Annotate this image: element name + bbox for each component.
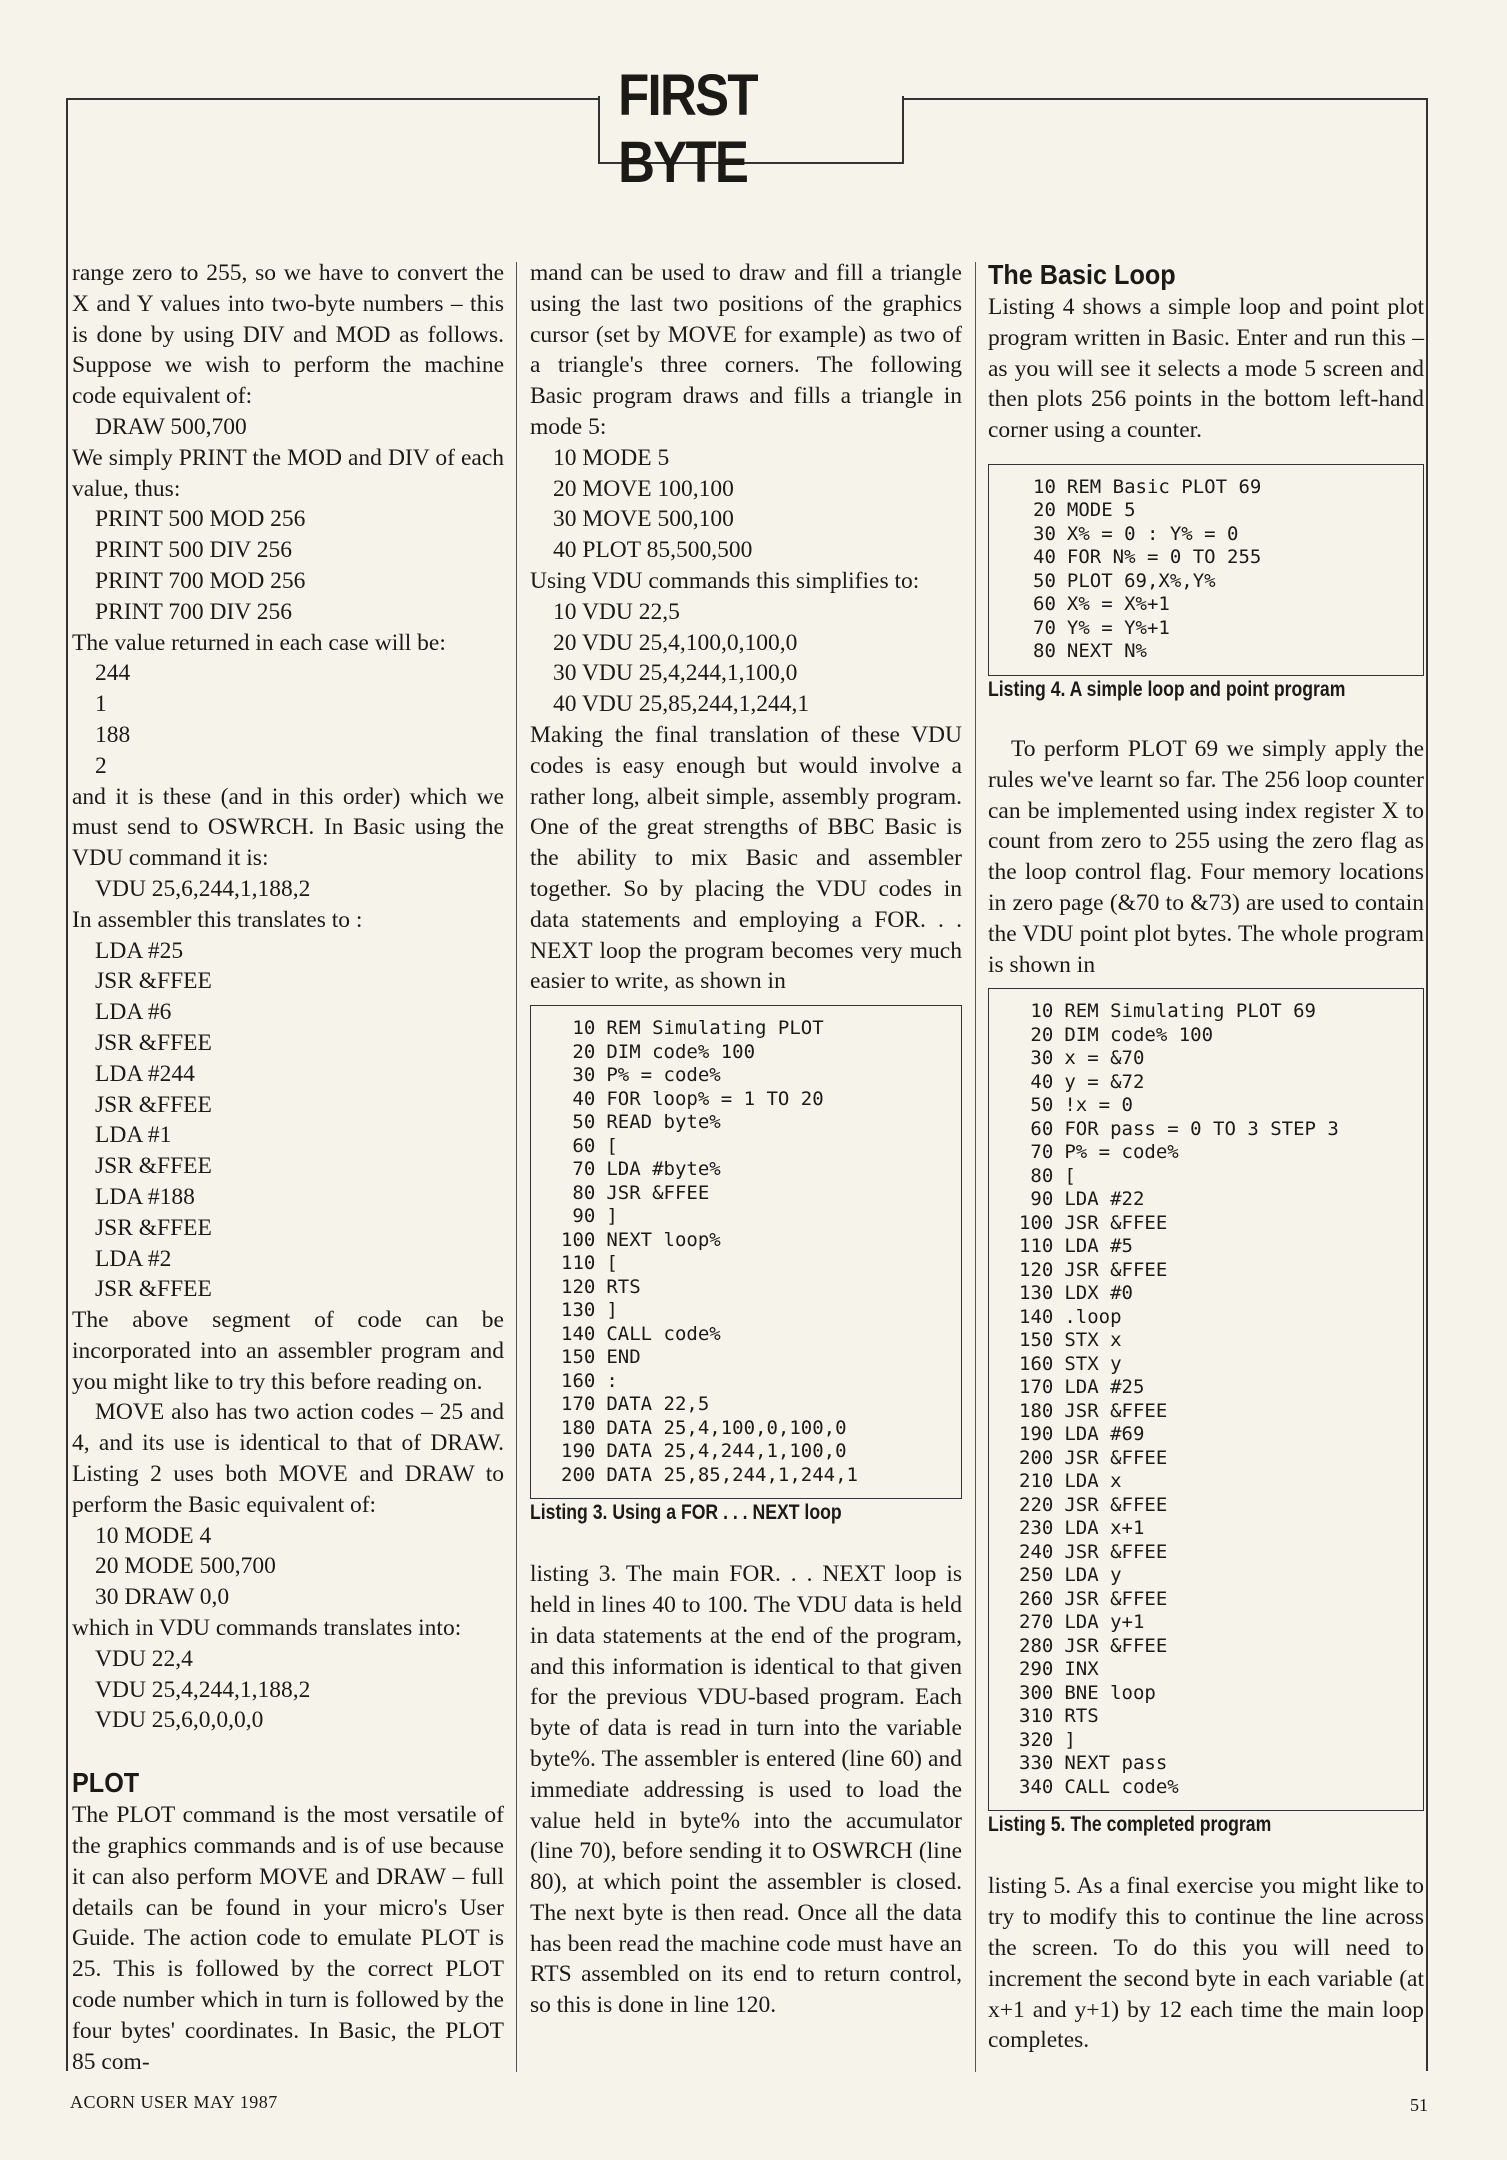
- line-number: 30: [1033, 522, 1056, 545]
- line-number: 140: [1019, 1305, 1054, 1328]
- line-number: 130: [1019, 1282, 1054, 1305]
- line-number: 80: [1030, 1164, 1054, 1187]
- line-code: JSR &FFEE: [1064, 1540, 1168, 1563]
- code-line: 30 VDU 25,4,244,1,100,0: [553, 660, 798, 687]
- listing-line: [1019, 1353, 1423, 1377]
- listing-line: [1019, 1306, 1423, 1330]
- line-number: 140: [561, 1322, 596, 1345]
- code-block: [72, 1521, 504, 1613]
- listing-line: [561, 1370, 961, 1394]
- line-number: 230: [1019, 1517, 1054, 1540]
- line-code: CALL code%: [606, 1322, 721, 1345]
- code-line: LDA #1: [95, 1122, 172, 1149]
- listing-line: [561, 1276, 961, 1300]
- line-code: JSR &FFEE: [606, 1181, 710, 1204]
- line-code: JSR &FFEE: [1064, 1211, 1168, 1234]
- code-line: LDA #2: [95, 1245, 172, 1272]
- line-number: 290: [1019, 1658, 1054, 1681]
- line-number: 70: [1030, 1141, 1054, 1164]
- line-number: 240: [1019, 1540, 1054, 1563]
- code-line: PRINT 500 DIV 256: [95, 537, 292, 564]
- code-line: LDA #6: [95, 999, 172, 1026]
- code-line: 40 VDU 25,85,244,1,244,1: [553, 691, 810, 718]
- listing-line: [561, 1464, 961, 1488]
- line-code: LDA x: [1064, 1470, 1122, 1493]
- listing-line: [1019, 1705, 1423, 1729]
- line-number: 210: [1019, 1470, 1054, 1493]
- column-1: [72, 258, 504, 2077]
- listing-line: [1019, 1729, 1423, 1753]
- line-code: JSR &FFEE: [1064, 1399, 1168, 1422]
- line-code: LDA #69: [1064, 1423, 1145, 1446]
- spacer: [988, 1839, 1424, 1871]
- listing-line: [561, 1064, 961, 1088]
- listing-line: [1019, 1635, 1423, 1659]
- line-code: :: [606, 1369, 618, 1392]
- line-number: 50: [1033, 569, 1056, 592]
- line-number: 40: [1030, 1070, 1054, 1093]
- line-code: LDA y+1: [1064, 1611, 1145, 1634]
- line-number: 160: [561, 1369, 596, 1392]
- line-number: 190: [561, 1440, 596, 1463]
- line-number: 40: [572, 1087, 596, 1110]
- paragraph: listing 3. The main FOR. . . NEXT loop is held in lines 40 to 100. The VDU data is held in data statements at the end of the program, and this information is identical to that given for the previous VDU-based program. Each byte of data is read in turn into the variable byte%. The assembler is entered (line 60) and immediate addressing is used to load the value held in byte% into the accumulator (line 70), before sending it to OSWRCH (line 80), at which point the assembler is closed. The next byte is then read. Once all the data has been read the machine code must have an RTS assembled on its end to return control, so this is done in line 120.: [530, 1561, 962, 2019]
- section-title: FIRST BYTE: [618, 63, 757, 195]
- code-line: 40 PLOT 85,500,500: [553, 537, 753, 564]
- line-number: 80: [572, 1181, 596, 1204]
- line-code: FOR pass = 0 TO 3 STEP 3: [1064, 1117, 1339, 1140]
- code-line: JSR &FFEE: [95, 1153, 212, 1180]
- line-number: 340: [1019, 1775, 1054, 1798]
- paragraph: The PLOT command is the most versatile of the graphics commands and is of use because it can also perform MOVE and DRAW – full details can be found in your micro's User Guide. The action code to emulate PLOT is 25. This is followed by the correct PLOT code number which in turn is followed by the four bytes' coordinates. In Basic, the PLOT 85 com-: [72, 1802, 504, 2075]
- line-code: INX: [1064, 1658, 1099, 1681]
- listing-line: [1019, 1000, 1423, 1024]
- line-number: 60: [1030, 1117, 1054, 1140]
- line-number: 30: [1030, 1047, 1054, 1070]
- listing-line: [1019, 1188, 1423, 1212]
- column-3: [988, 258, 1424, 2056]
- line-code: DIM code% 100: [1064, 1023, 1214, 1046]
- paragraph: MOVE also has two action codes – 25 and 4, and its use is identical to that of DRAW. Listing 2 uses both MOVE and DRAW to perform the Basic equivalent of:: [72, 1399, 504, 1518]
- listing-line: [1019, 1588, 1423, 1612]
- listing-line: [1019, 1447, 1423, 1471]
- line-number: 40: [1033, 546, 1056, 569]
- code-line: JSR &FFEE: [95, 1276, 212, 1303]
- listing-line: [561, 1017, 961, 1041]
- listing-line: [1033, 476, 1423, 500]
- listing-line: [561, 1041, 961, 1065]
- listing-line: [561, 1252, 961, 1276]
- listing-line: [1019, 1494, 1423, 1518]
- listing-line: [561, 1299, 961, 1323]
- code-line: 244: [95, 660, 131, 687]
- paragraph: listing 5. As a final exercise you might like to try to modify this to continue the line across the screen. To do this you will need to increment the second byte in each variable (at x+1 and y+1) by 12 each time the main loop completes.: [988, 1873, 1424, 2054]
- line-code: LDA x+1: [1064, 1517, 1145, 1540]
- line-number: 120: [1019, 1258, 1054, 1281]
- listing-line: [561, 1088, 961, 1112]
- line-code: JSR &FFEE: [1064, 1258, 1168, 1281]
- listing-line: [561, 1135, 961, 1159]
- line-number: 320: [1019, 1728, 1054, 1751]
- line-code: Y% = Y%+1: [1066, 616, 1170, 639]
- listing-line: [1033, 617, 1423, 641]
- paragraph: mand can be used to draw and fill a triangle using the last two positions of the graphics cursor (set by MOVE for example) as two of a triangle's three corners. The following Basic program draws and fills a triangle in mode 5:: [530, 260, 962, 440]
- code-line: 188: [95, 721, 131, 748]
- line-code: END: [606, 1346, 641, 1369]
- code-line: 1: [95, 691, 107, 718]
- code-block: [72, 874, 504, 905]
- listing-line: [1019, 1212, 1423, 1236]
- listing-line: [1019, 1752, 1423, 1776]
- line-code: BNE loop: [1064, 1681, 1156, 1704]
- code-line: 10 MODE 4: [95, 1522, 212, 1549]
- code-line: VDU 22,4: [95, 1645, 193, 1672]
- line-code: JSR &FFEE: [1064, 1493, 1168, 1516]
- line-code: x = &70: [1064, 1047, 1145, 1070]
- code-line: 20 MODE 500,700: [95, 1553, 276, 1580]
- code-line: JSR &FFEE: [95, 1029, 212, 1056]
- spacer: [72, 1736, 504, 1766]
- line-code: LDA #22: [1064, 1188, 1145, 1211]
- line-code: LDA #25: [1064, 1376, 1145, 1399]
- line-number: 20: [1030, 1023, 1054, 1046]
- column-rule-2: [975, 262, 976, 2072]
- code-line: 20 VDU 25,4,100,0,100,0: [553, 629, 798, 656]
- paragraph: Using VDU commands this simplifies to:: [530, 567, 920, 594]
- line-number: 50: [572, 1111, 596, 1134]
- listing-line: [561, 1393, 961, 1417]
- line-number: 270: [1019, 1611, 1054, 1634]
- line-code: DATA 25,4,244,1,100,0: [606, 1440, 847, 1463]
- line-number: 260: [1019, 1587, 1054, 1610]
- listing-line: [1019, 1235, 1423, 1259]
- code-line: 10 MODE 5: [553, 444, 670, 471]
- line-code: X% = X%+1: [1066, 593, 1170, 616]
- listing-line: [1019, 1329, 1423, 1353]
- line-code: ]: [606, 1299, 618, 1322]
- paragraph: which in VDU commands translates into:: [72, 1615, 462, 1642]
- line-number: 20: [1033, 499, 1056, 522]
- line-number: 70: [572, 1158, 596, 1181]
- line-number: 60: [1033, 593, 1056, 616]
- code-line: VDU 25,6,0,0,0,0: [95, 1707, 264, 1734]
- listing-line: [1019, 1047, 1423, 1071]
- listing-line: [1019, 1024, 1423, 1048]
- line-code: FOR N% = 0 TO 255: [1066, 546, 1262, 569]
- line-number: 300: [1019, 1681, 1054, 1704]
- listing-line: [1019, 1776, 1423, 1800]
- section-heading: The Basic Loop: [988, 259, 1176, 290]
- footer-publication: ACORN USER MAY 1987: [70, 2092, 278, 2112]
- listing-line: [1019, 1141, 1423, 1165]
- listing-line: [1019, 1517, 1423, 1541]
- code-line: DRAW 500,700: [95, 413, 247, 440]
- code-block: [530, 597, 962, 720]
- listing-line: [1019, 1541, 1423, 1565]
- listing-line: [1033, 499, 1423, 523]
- code-line: JSR &FFEE: [95, 1214, 212, 1241]
- listing-line: [1019, 1400, 1423, 1424]
- listing-line: [1019, 1564, 1423, 1588]
- line-code: REM Basic PLOT 69: [1066, 475, 1262, 498]
- line-number: 250: [1019, 1564, 1054, 1587]
- line-code: ]: [606, 1205, 618, 1228]
- listing-line: [1019, 1376, 1423, 1400]
- page-number: 51: [1410, 2095, 1428, 2115]
- listing-caption: Listing 3. Using a FOR . . . NEXT loop: [530, 1501, 842, 1525]
- line-number: 10: [1030, 1000, 1054, 1023]
- line-code: .loop: [1064, 1305, 1122, 1328]
- listing-line: [561, 1346, 961, 1370]
- line-code: LDA #byte%: [606, 1158, 721, 1181]
- line-code: LDX #0: [1064, 1282, 1133, 1305]
- line-code: DIM code% 100: [606, 1040, 756, 1063]
- line-number: 310: [1019, 1705, 1054, 1728]
- line-number: 30: [572, 1064, 596, 1087]
- listing-line: [1019, 1611, 1423, 1635]
- line-code: NEXT pass: [1064, 1752, 1168, 1775]
- line-code: ]: [1064, 1728, 1076, 1751]
- paragraph: In assembler this translates to :: [72, 906, 363, 933]
- code-line: VDU 25,4,244,1,188,2: [95, 1676, 311, 1703]
- listing-line: [1019, 1118, 1423, 1142]
- code-line: 2: [95, 752, 107, 779]
- paragraph: Listing 4 shows a simple loop and point plot program written in Basic. Enter and run this – as you will see it selects a mode 5 screen and then plots 256 points in the bottom left-hand corner using a counter.: [988, 294, 1424, 444]
- section-banner: [598, 63, 904, 195]
- line-code: NEXT loop%: [606, 1228, 721, 1251]
- line-code: FOR loop% = 1 TO 20: [606, 1087, 824, 1110]
- line-code: DATA 25,4,100,0,100,0: [606, 1416, 847, 1439]
- listing-caption: Listing 4. A simple loop and point program: [988, 677, 1346, 701]
- line-number: 200: [1019, 1446, 1054, 1469]
- code-line: LDA #244: [95, 1060, 195, 1087]
- line-number: 80: [1033, 640, 1056, 663]
- spacer: [530, 1527, 962, 1559]
- code-block: [72, 504, 504, 627]
- code-block: [72, 412, 504, 443]
- code-line: 30 DRAW 0,0: [95, 1584, 230, 1611]
- code-line: LDA #188: [95, 1183, 195, 1210]
- line-number: 190: [1019, 1423, 1054, 1446]
- code-line: PRINT 500 MOD 256: [95, 506, 306, 533]
- line-number: 10: [1033, 475, 1056, 498]
- line-number: 120: [561, 1275, 596, 1298]
- line-code: RTS: [606, 1275, 641, 1298]
- listing-line: [1019, 1071, 1423, 1095]
- code-line: PRINT 700 DIV 256: [95, 598, 292, 625]
- frame-right-rule: [1426, 98, 1428, 2071]
- line-number: 200: [561, 1463, 596, 1486]
- listing-caption: Listing 5. The completed program: [988, 1813, 1272, 1837]
- column-2: [530, 258, 962, 2021]
- line-code: P% = code%: [606, 1064, 721, 1087]
- line-code: LDA #5: [1064, 1235, 1133, 1258]
- listing-line: [561, 1205, 961, 1229]
- line-code: X% = 0 : Y% = 0: [1066, 522, 1239, 545]
- line-number: 220: [1019, 1493, 1054, 1516]
- line-number: 280: [1019, 1634, 1054, 1657]
- line-code: NEXT N%: [1066, 640, 1147, 663]
- code-block: [72, 658, 504, 781]
- line-code: READ byte%: [606, 1111, 721, 1134]
- code-line: 30 MOVE 500,100: [553, 506, 734, 533]
- line-code: REM Simulating PLOT 69: [1064, 1000, 1316, 1023]
- line-number: 150: [561, 1346, 596, 1369]
- listing-line: [1019, 1259, 1423, 1283]
- paragraph: and it is these (and in this order) which we must send to OSWRCH. In Basic using the VDU command it is:: [72, 783, 504, 872]
- paragraph: The value returned in each case will be:: [72, 629, 446, 656]
- listing-line: [1033, 570, 1423, 594]
- line-code: REM Simulating PLOT: [606, 1017, 824, 1040]
- line-code: JSR &FFEE: [1064, 1587, 1168, 1610]
- listing-line: [1033, 640, 1423, 664]
- line-number: 100: [561, 1228, 596, 1251]
- line-code: CALL code%: [1064, 1775, 1179, 1798]
- listing-line: [561, 1417, 961, 1441]
- line-number: 130: [561, 1299, 596, 1322]
- line-code: PLOT 69,X%,Y%: [1066, 569, 1216, 592]
- line-number: 180: [1019, 1399, 1054, 1422]
- spacer: [988, 704, 1424, 734]
- listing-3: [530, 1005, 962, 1499]
- code-block: [72, 936, 504, 1306]
- listing-line: [1019, 1658, 1423, 1682]
- line-number: 20: [572, 1040, 596, 1063]
- code-line: LDA #25: [95, 937, 184, 964]
- line-code: MODE 5: [1066, 499, 1136, 522]
- line-number: 150: [1019, 1329, 1054, 1352]
- line-code: LDA y: [1064, 1564, 1122, 1587]
- paragraph: Making the final translation of these VDU codes is easy enough but would involve a rather long, albeit simple, assembly program. One of the great strengths of BBC Basic is the ability to mix Basic and assembler together. So by placing the VDU codes in data statements and employing a FOR. . . NEXT loop the program becomes very much easier to write, as shown in: [530, 721, 962, 995]
- line-code: JSR &FFEE: [1064, 1446, 1168, 1469]
- listing-line: [561, 1229, 961, 1253]
- listing-line: [561, 1182, 961, 1206]
- listing-line: [1033, 523, 1423, 547]
- line-code: STX x: [1064, 1329, 1122, 1352]
- line-number: 10: [572, 1017, 596, 1040]
- line-code: RTS: [1064, 1705, 1099, 1728]
- code-block: [530, 443, 962, 566]
- line-number: 160: [1019, 1352, 1054, 1375]
- line-number: 90: [1030, 1188, 1054, 1211]
- paragraph: range zero to 255, so we have to convert the X and Y values into two-byte numbers – this is done by using DIV and MOD as follows. Suppose we wish to perform the machine code equivalent of:: [72, 260, 504, 410]
- line-number: 90: [572, 1205, 596, 1228]
- line-code: P% = code%: [1064, 1141, 1179, 1164]
- code-line: VDU 25,6,244,1,188,2: [95, 875, 311, 902]
- listing-line: [561, 1440, 961, 1464]
- line-code: !x = 0: [1064, 1094, 1133, 1117]
- paragraph: The above segment of code can be incorporated into an assembler program and you might like to try this before reading on.: [72, 1307, 504, 1395]
- listing-line: [1033, 546, 1423, 570]
- line-number: 110: [1019, 1235, 1054, 1258]
- line-number: 70: [1033, 616, 1056, 639]
- line-number: 50: [1030, 1094, 1054, 1117]
- paragraph: To perform PLOT 69 we simply apply the rules we've learnt so far. The 256 loop counter can be implemented using index register X to count from zero to 255 using the zero flag as the loop control flag. Four memory locations in zero page (&70 to &73) are used to contain the VDU point plot bytes. The whole program is shown in: [988, 735, 1424, 978]
- line-code: [: [606, 1134, 618, 1157]
- line-code: [: [1064, 1164, 1076, 1187]
- line-code: DATA 22,5: [606, 1393, 710, 1416]
- listing-line: [561, 1323, 961, 1347]
- listing-5: [988, 988, 1424, 1811]
- code-line: 20 MOVE 100,100: [553, 475, 734, 502]
- line-number: 180: [561, 1416, 596, 1439]
- listing-line: [1019, 1094, 1423, 1118]
- code-line: JSR &FFEE: [95, 968, 212, 995]
- listing-line: [1019, 1165, 1423, 1189]
- listing-4: [988, 464, 1424, 676]
- line-number: 170: [561, 1393, 596, 1416]
- line-number: 60: [572, 1134, 596, 1157]
- line-code: STX y: [1064, 1352, 1122, 1375]
- line-code: DATA 25,85,244,1,244,1: [606, 1463, 858, 1486]
- listing-line: [1019, 1423, 1423, 1447]
- listing-line: [1019, 1682, 1423, 1706]
- paragraph: We simply PRINT the MOD and DIV of each value, thus:: [72, 444, 504, 502]
- code-line: 10 VDU 22,5: [553, 598, 680, 625]
- frame-left-rule: [66, 98, 68, 2071]
- line-code: JSR &FFEE: [1064, 1634, 1168, 1657]
- listing-line: [561, 1158, 961, 1182]
- line-number: 110: [561, 1252, 596, 1275]
- code-line: JSR &FFEE: [95, 1091, 212, 1118]
- code-block: [72, 1644, 504, 1736]
- section-heading: PLOT: [72, 1767, 140, 1799]
- line-number: 170: [1019, 1376, 1054, 1399]
- code-line: PRINT 700 MOD 256: [95, 567, 306, 594]
- column-rule-1: [516, 262, 517, 2072]
- listing-line: [561, 1111, 961, 1135]
- line-code: y = &72: [1064, 1070, 1145, 1093]
- listing-line: [1019, 1282, 1423, 1306]
- line-code: [: [606, 1252, 618, 1275]
- listing-line: [1019, 1470, 1423, 1494]
- listing-line: [1033, 593, 1423, 617]
- line-number: 330: [1019, 1752, 1054, 1775]
- line-number: 100: [1019, 1211, 1054, 1234]
